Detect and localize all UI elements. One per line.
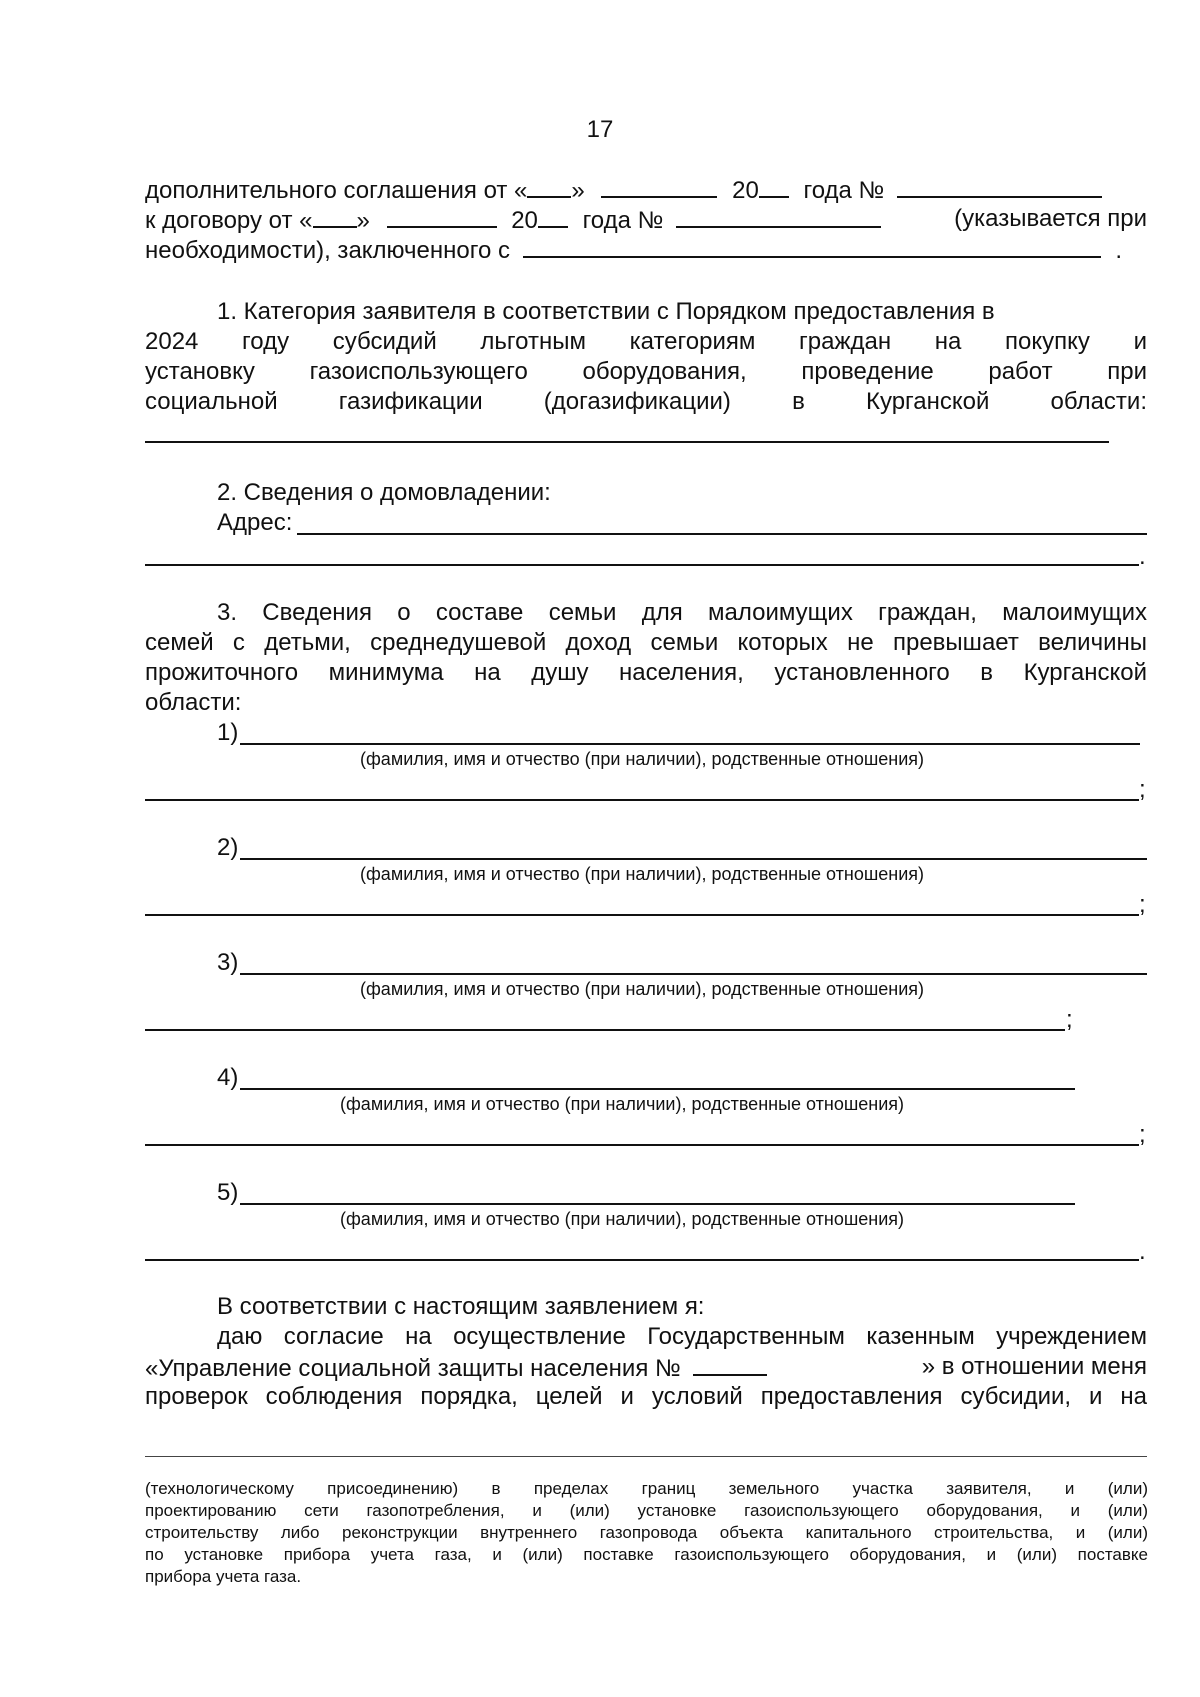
footnote-line-3: строительству либо реконструкции внутреннего газопровода объекта капитального строительства, и (или) <box>145 1523 1148 1542</box>
member-caption: (фамилия, имя и отчество (при наличии), родственные отношения) <box>360 979 925 999</box>
member-5-name-blank[interactable] <box>240 1203 1075 1205</box>
member-1-relation-blank[interactable] <box>145 799 1139 801</box>
category-blank[interactable] <box>145 441 1109 443</box>
year-blank[interactable] <box>759 174 789 198</box>
month-blank[interactable] <box>601 174 717 198</box>
section2-title: 2. Сведения о домовладении: <box>217 479 551 506</box>
member-1-end: ; <box>1139 776 1146 803</box>
contract-year-blank[interactable] <box>538 204 568 228</box>
member-1-name-blank[interactable] <box>240 743 1140 745</box>
member-caption: (фамилия, имя и отчество (при наличии), родственные отношения) <box>360 749 925 769</box>
consent-line-2: даю согласие на осуществление Государственным казенным учреждением <box>217 1323 1147 1350</box>
address-label: Адрес: <box>217 509 293 536</box>
section3-line-4: области: <box>145 689 242 716</box>
consent-line-3: «Управление социальной защиты населения № » в отношении меня <box>145 1353 1147 1382</box>
footnote-line-1: (технологическому присоединению) в пределах границ земельного участка заявителя, и (или) <box>145 1479 1148 1498</box>
member-5-end: . <box>1139 1238 1146 1265</box>
day-blank[interactable] <box>527 174 571 198</box>
section1-line-3: установку газоиспользующего оборудования, проведение работ при <box>145 358 1147 385</box>
header-line-1: дополнительного соглашения от « » 20 года № <box>145 174 1145 206</box>
member-4-relation-blank[interactable] <box>145 1144 1139 1146</box>
header-line-3: необходимости), заключенного с . <box>145 234 1147 266</box>
section3-line-3: прожиточного минимума на душу населения, установленного в Курганской <box>145 659 1147 686</box>
footnote-line-4: по установке прибора учета газа, и (или) поставке газоиспользующего оборудования, и (или) поставке <box>145 1545 1148 1564</box>
member-3-relation-blank[interactable] <box>145 1029 1065 1031</box>
address-blank-1[interactable] <box>297 533 1147 535</box>
member-5-relation-blank[interactable] <box>145 1259 1139 1261</box>
section1-line-2: 2024 году субсидий льготным категориям граждан на покупку и <box>145 328 1147 355</box>
consent-line-4: проверок соблюдения порядка, целей и условий предоставления субсидии, и на <box>145 1383 1147 1410</box>
member-number: 2) <box>217 834 239 861</box>
member-number: 1) <box>217 719 239 746</box>
uszn-number-blank[interactable] <box>693 1352 767 1376</box>
contract-month-blank[interactable] <box>387 204 497 228</box>
member-number: 3) <box>217 949 239 976</box>
member-4-name-blank[interactable] <box>240 1088 1075 1090</box>
concluded-with-blank[interactable] <box>523 234 1101 258</box>
section1-line-1: 1. Категория заявителя в соответствии с Порядком предоставления в <box>217 298 995 325</box>
footnote-line-5: прибора учета газа. <box>145 1567 302 1586</box>
address-end: . <box>1139 543 1146 570</box>
address-blank-2[interactable] <box>145 564 1139 566</box>
member-2-name-blank[interactable] <box>240 858 1147 860</box>
section3-line-2: семей с детьми, среднедушевой доход семьи которых не превышает величины <box>145 629 1147 656</box>
header-line-2: к договору от « » 20 года № (указывается при <box>145 205 1147 234</box>
member-number: 5) <box>217 1179 239 1206</box>
page-number: 17 <box>586 116 614 143</box>
member-3-end: ; <box>1066 1006 1073 1033</box>
member-caption: (фамилия, имя и отчество (при наличии), родственные отношения) <box>340 1209 905 1229</box>
member-4-end: ; <box>1139 1121 1146 1148</box>
agreement-number-blank[interactable] <box>897 174 1102 198</box>
consent-line-1: В соответствии с настоящим заявлением я: <box>217 1293 705 1320</box>
member-caption: (фамилия, имя и отчество (при наличии), родственные отношения) <box>360 864 925 884</box>
member-3-name-blank[interactable] <box>240 973 1147 975</box>
section1-line-4: социальной газификации (догазификации) в Курганской области: <box>145 388 1147 415</box>
member-number: 4) <box>217 1064 239 1091</box>
section3-line-1: 3. Сведения о составе семьи для малоимущих граждан, малоимущих <box>217 599 1147 626</box>
footnote-separator <box>145 1456 1147 1457</box>
member-caption: (фамилия, имя и отчество (при наличии), родственные отношения) <box>340 1094 905 1114</box>
contract-day-blank[interactable] <box>313 204 357 228</box>
member-2-relation-blank[interactable] <box>145 914 1139 916</box>
footnote-line-2: проектированию сети газопотребления, и (или) установке газоиспользующего оборудования, и (или) <box>145 1501 1148 1520</box>
contract-number-blank[interactable] <box>676 204 881 228</box>
member-2-end: ; <box>1139 891 1146 918</box>
